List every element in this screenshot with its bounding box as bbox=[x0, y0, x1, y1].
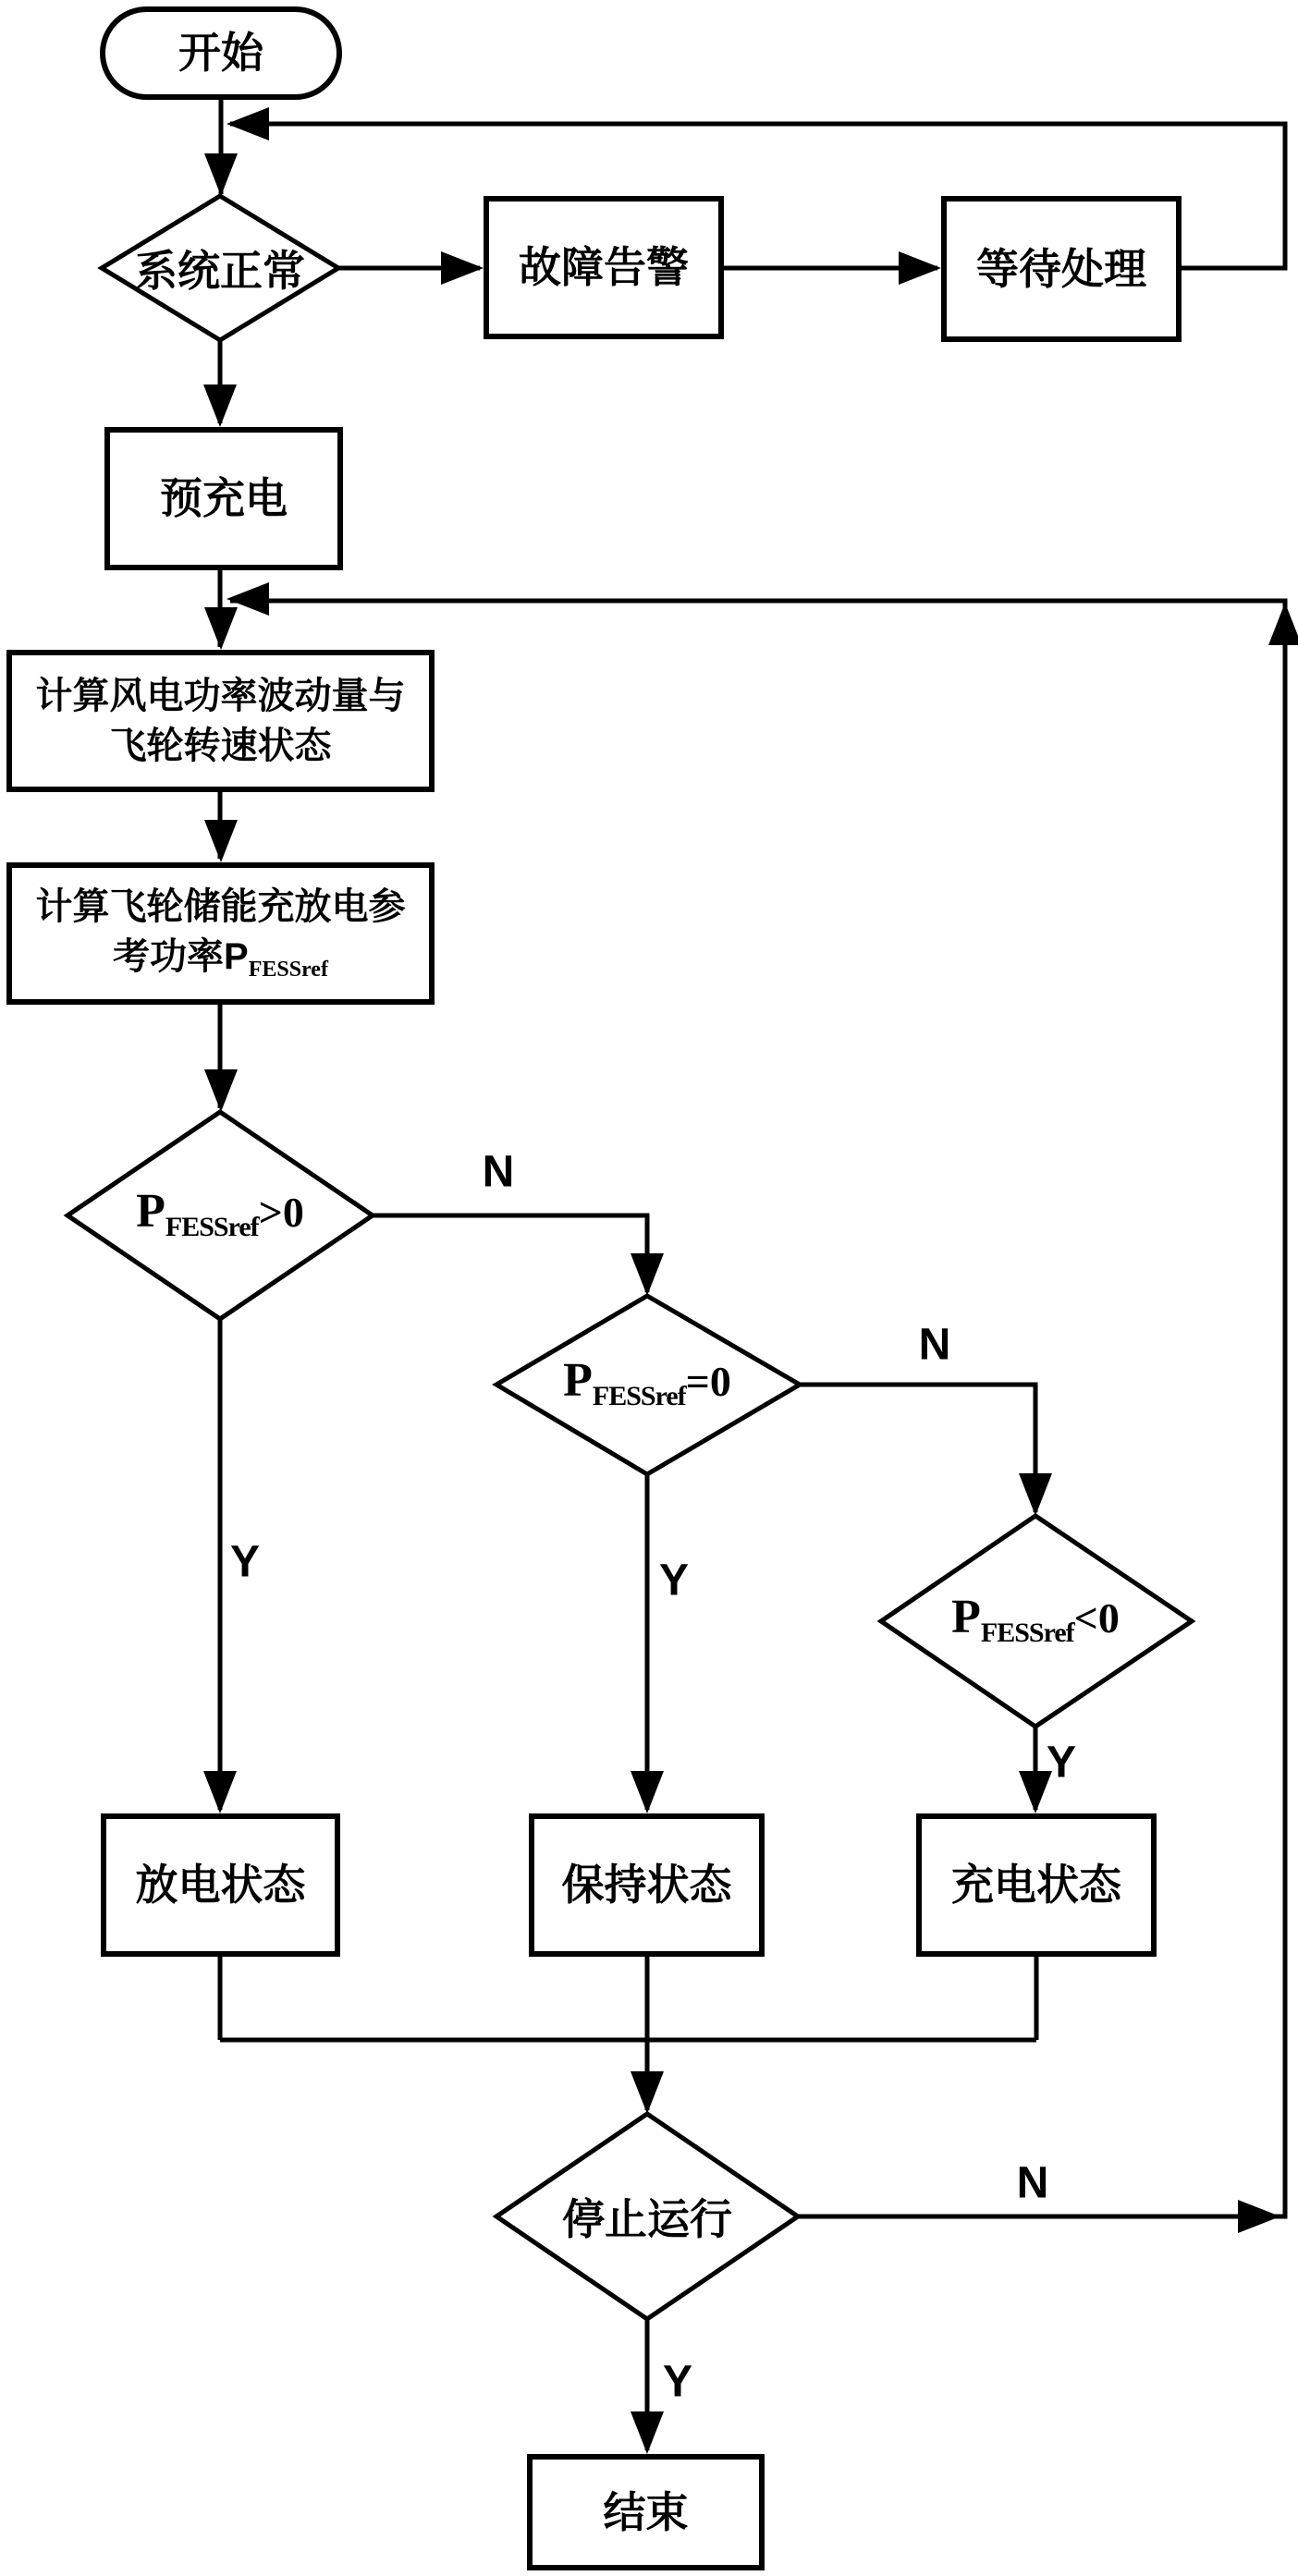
arrow-into-condgt-icon bbox=[204, 1069, 238, 1112]
cond-eq-base: P bbox=[563, 1354, 593, 1407]
charge-state-node bbox=[916, 1813, 1157, 1957]
end-node bbox=[527, 2454, 765, 2570]
arrow-into-calcfess-icon bbox=[204, 820, 238, 862]
branch-condlt-y: Y bbox=[1046, 1738, 1077, 1788]
branch-condeq-y: Y bbox=[658, 1556, 690, 1605]
arrow-into-system-icon bbox=[204, 153, 238, 196]
cond-gt-label bbox=[136, 1184, 304, 1243]
end-label: 结束 bbox=[603, 2487, 689, 2536]
cond-eq-label bbox=[563, 1353, 731, 1412]
stop-running-label: 停止运行 bbox=[562, 2195, 732, 2243]
arrow-into-calcwind-icon bbox=[204, 607, 238, 650]
wait-process-label: 等待处理 bbox=[976, 244, 1146, 293]
calc-fess-text bbox=[36, 882, 406, 984]
arrow-into-wait-icon bbox=[899, 251, 941, 285]
cond-gt-op: >0 bbox=[258, 1189, 304, 1236]
branch-stop-y: Y bbox=[662, 2357, 693, 2407]
arrow-into-discharge-icon bbox=[203, 1771, 237, 1813]
branch-condgt-y: Y bbox=[229, 1537, 261, 1587]
calc-fess-line1: 计算飞轮储能充放电参 bbox=[35, 886, 406, 928]
precharge-node bbox=[104, 427, 343, 570]
arrow-top-feedback-icon bbox=[227, 107, 269, 140]
calc-wind-node bbox=[6, 650, 435, 792]
system-normal-label: 系统正常 bbox=[135, 247, 305, 295]
calc-wind-line1: 计算风电功率波动量与 bbox=[35, 676, 406, 716]
start-node bbox=[100, 6, 342, 100]
cond-lt-op: <0 bbox=[1073, 1594, 1120, 1642]
calc-wind-text bbox=[36, 671, 406, 771]
flow-lines bbox=[220, 100, 1285, 2450]
cond-gt-base: P bbox=[136, 1185, 165, 1238]
arrow-stopno-corner-icon bbox=[1238, 2200, 1280, 2233]
fault-alarm-label: 故障告警 bbox=[519, 243, 689, 292]
precharge-label: 预充电 bbox=[160, 474, 288, 523]
arrow-into-precharge-icon bbox=[203, 385, 237, 427]
arrow-into-condeq-icon bbox=[631, 1253, 664, 1296]
cond-eq-sub: FESSref bbox=[592, 1381, 686, 1411]
start-label: 开始 bbox=[178, 29, 263, 78]
branch-stop-n: N bbox=[1016, 2158, 1049, 2208]
edge-condgt-no bbox=[373, 1215, 647, 1292]
discharge-state-label: 放电状态 bbox=[135, 1861, 306, 1910]
arrow-into-stop-icon bbox=[631, 2071, 664, 2114]
hold-state-node bbox=[529, 1813, 765, 1957]
arrow-into-fault-icon bbox=[441, 251, 484, 285]
wait-process-node bbox=[941, 196, 1182, 342]
calc-fess-line2 bbox=[36, 932, 406, 984]
edge-condeq-no bbox=[800, 1385, 1035, 1512]
calc-fess-node bbox=[6, 862, 435, 1005]
arrow-into-end-icon bbox=[631, 2411, 664, 2454]
calc-fess-line2-sub: FESSref bbox=[248, 958, 328, 983]
discharge-state-node bbox=[101, 1813, 340, 1957]
calc-wind-line2: 飞轮转速状态 bbox=[109, 726, 332, 766]
arrow-into-condlt-icon bbox=[1019, 1473, 1052, 1516]
charge-state-label: 充电状态 bbox=[951, 1861, 1121, 1910]
cond-eq-op: =0 bbox=[685, 1358, 731, 1405]
hold-state-label: 保持状态 bbox=[561, 1861, 732, 1910]
calc-fess-line2-text: 考功率P bbox=[113, 936, 249, 978]
cond-lt-sub: FESSref bbox=[980, 1618, 1074, 1648]
cond-lt-label bbox=[951, 1590, 1120, 1649]
arrow-into-hold-icon bbox=[631, 1771, 664, 1813]
branch-condgt-n: N bbox=[482, 1147, 515, 1197]
branch-condeq-n: N bbox=[918, 1320, 951, 1370]
arrowheads bbox=[203, 107, 1298, 2454]
cond-gt-sub: FESSref bbox=[165, 1212, 259, 1242]
cond-lt-base: P bbox=[951, 1591, 981, 1643]
fault-alarm-node bbox=[484, 196, 724, 339]
arrow-feedback-up-icon bbox=[1268, 603, 1298, 645]
